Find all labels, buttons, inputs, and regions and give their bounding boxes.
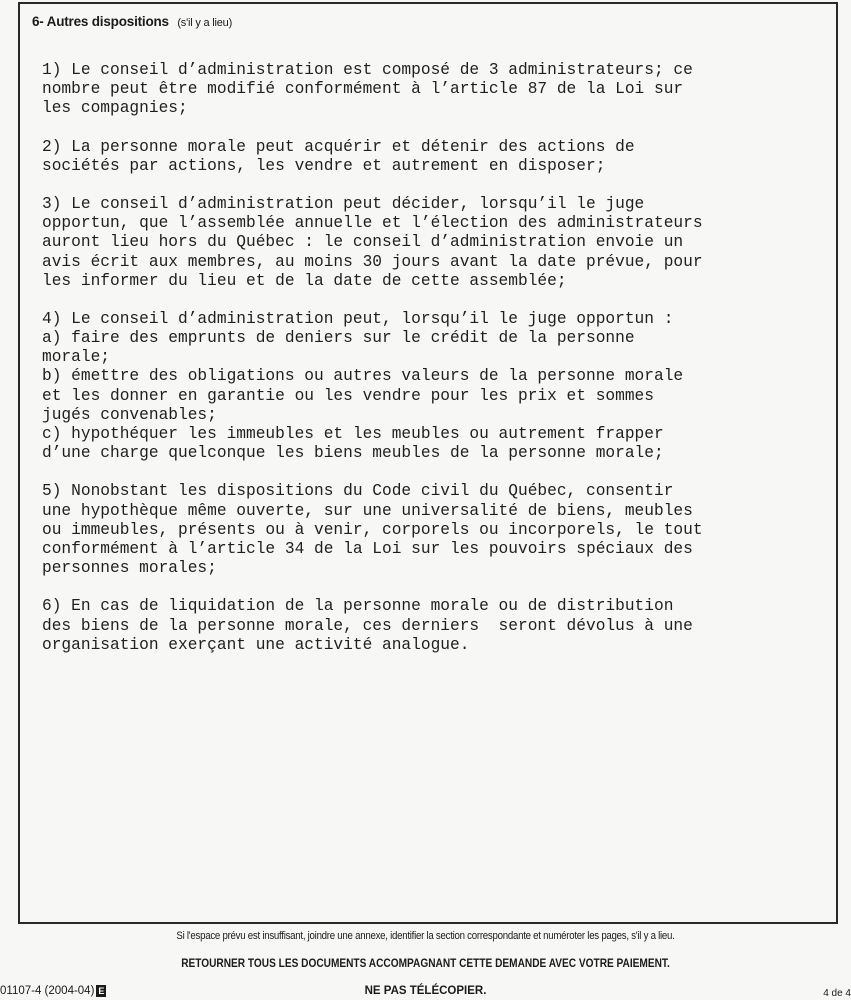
paragraph-line: avis écrit aux membres, au moins 30 jours avant la date prévue, pour	[42, 252, 703, 271]
paragraph-line: 2) La personne morale peut acquérir et détenir des actions de	[42, 137, 635, 156]
paragraph-line: organisation exerçant une activité analogue.	[42, 635, 470, 654]
dispositions-text	[42, 61, 802, 674]
form-code-text: 01107-4 (2004-04)	[0, 985, 95, 997]
paragraph-line: 6) En cas de liquidation de la personne morale ou de distribution	[42, 597, 674, 616]
disposition-paragraph	[42, 61, 802, 119]
paragraph-line: 3) Le conseil d’administration peut décider, lorsqu’il le juge	[42, 194, 645, 213]
return-notice: RETOURNER TOUS LES DOCUMENTS ACCOMPAGNANT CETTE DEMANDE AVEC VOTRE PAIEMENT.	[181, 958, 670, 970]
paragraph-line: une hypothèque même ouverte, sur une universalité de biens, meubles	[42, 501, 693, 520]
disposition-paragraph	[42, 482, 802, 578]
footer-instruction: Si l'espace prévu est insuffisant, joindre une annexe, identifier la section correspondante et numéroter les pages, s'il y a lieu.	[176, 930, 675, 942]
disposition-paragraph	[42, 195, 802, 291]
paragraph-line: b) émettre des obligations ou autres valeurs de la personne morale	[42, 367, 684, 386]
paragraph-line: et les donner en garantie ou les vendre pour les prix et sommes	[42, 386, 654, 405]
section-note: (s'il y a lieu)	[177, 17, 233, 29]
disposition-paragraph	[42, 310, 802, 464]
language-badge: E	[98, 986, 105, 996]
paragraph-line: c) hypothéquer les immeubles et les meubles ou autrement frapper	[42, 425, 664, 443]
paragraph-line: morale;	[42, 348, 110, 367]
paragraph-line: jugés convenables;	[42, 405, 217, 424]
paragraph-line: auront lieu hors du Québec : le conseil d’administration envoie un	[42, 233, 684, 252]
paragraph-line: 5) Nonobstant les dispositions du Code civil du Québec, consentir	[42, 482, 674, 501]
paragraph-line: 4) Le conseil d’administration peut, lorsqu’il le juge opportun :	[42, 309, 674, 328]
page-number: 4 de 4	[823, 988, 851, 999]
paragraph-line: conformément à l’article 34 de la Loi sur les pouvoirs spéciaux des	[42, 539, 693, 558]
paragraph-line: les informer du lieu et de la date de cette assemblée;	[42, 271, 567, 290]
paragraph-line: nombre peut être modifié conformément à l’article 87 de la Loi sur	[42, 80, 684, 99]
paragraph-line: 1) Le conseil d’administration est composé de 3 administrateurs; ce	[42, 61, 693, 79]
disposition-paragraph	[42, 138, 802, 176]
paragraph-line: d’une charge quelconque les biens meubles de la personne morale;	[42, 444, 664, 463]
paragraph-line: ou immeubles, présents ou à venir, corporels ou incorporels, le tout	[42, 520, 703, 539]
paragraph-line: personnes morales;	[42, 559, 217, 578]
paragraph-line: opportun, que l’assemblée annuelle et l’élection des administrateurs	[42, 214, 703, 233]
paragraph-line: sociétés par actions, les vendre et autrement en disposer;	[42, 156, 606, 175]
section-title: 6- Autres dispositions	[32, 14, 169, 29]
disposition-paragraph	[42, 597, 802, 655]
paragraph-line: a) faire des emprunts de deniers sur le crédit de la personne	[42, 329, 635, 348]
section-header	[32, 13, 232, 32]
paragraph-line: les compagnies;	[42, 99, 188, 118]
no-fax-notice: NE PAS TÉLÉCOPIER.	[364, 985, 487, 997]
paragraph-line: des biens de la personne morale, ces derniers seront dévolus à une	[42, 616, 693, 635]
